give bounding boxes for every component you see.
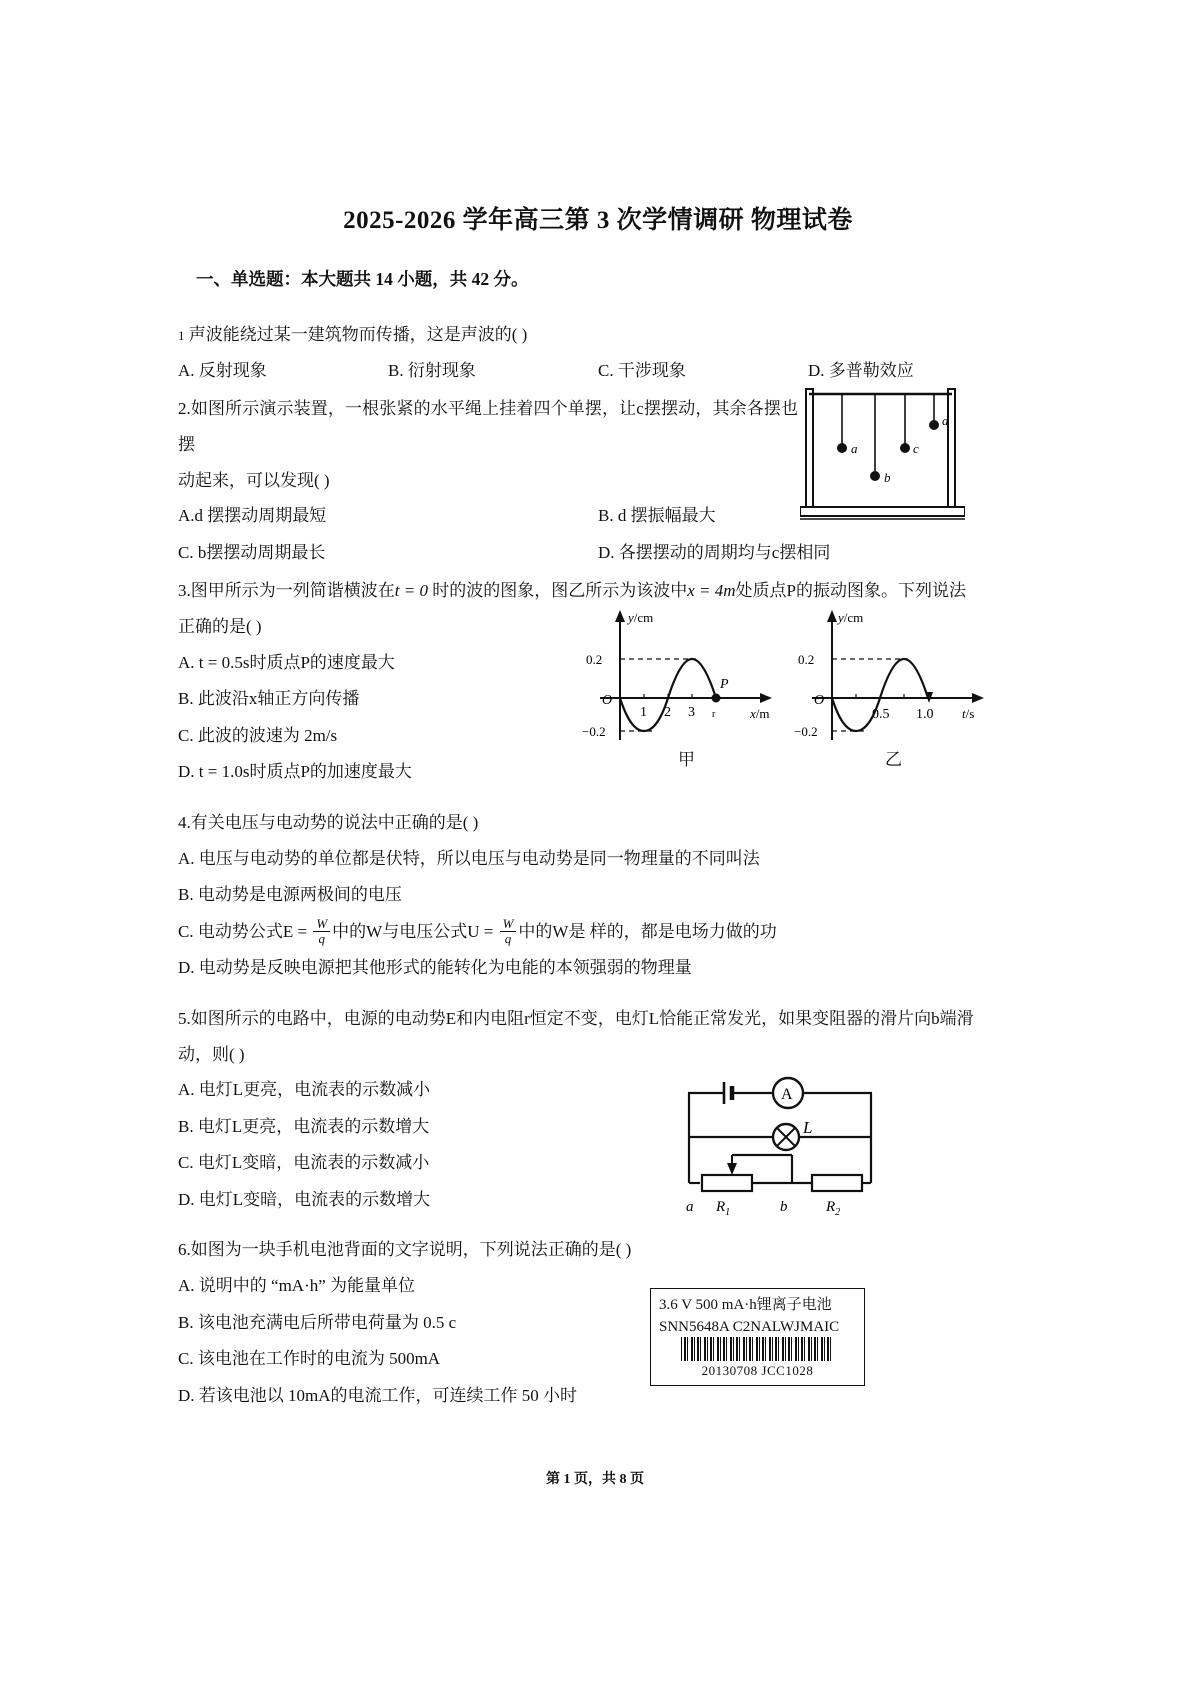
question-4-option-a[interactable]: A. 电压与电动势的单位都是伏特，所以电压与电动势是同一物理量的不同叫法 <box>178 848 760 868</box>
question-1-number: 1 <box>178 328 185 343</box>
wave-yi-ytick-pos: 0.2 <box>798 652 815 667</box>
question-5-option-a[interactable]: A. 电灯L更亮，电流表的示数减小 <box>178 1080 431 1100</box>
section-heading: 一、单选题：本大题共 14 小题，共 42 分。 <box>196 269 529 289</box>
question-3-option-b[interactable]: B. 此波沿x轴正方向传播 <box>178 689 360 709</box>
barcode-numbers: 20130708 JCC1028 <box>701 1363 814 1379</box>
question-1-option-c[interactable]: C. 干涉现象 <box>598 360 686 380</box>
question-6-stem <box>178 1232 1018 1268</box>
wave-jia-x-label: x/m <box>750 706 770 721</box>
question-5-stem <box>178 1001 1018 1037</box>
question-3-stem-p1: 图甲所示为一列简谐横波在 <box>190 581 395 601</box>
question-5-stem-line2: 动，则( ) <box>178 1044 245 1064</box>
voltage-fraction-numerator: W <box>500 917 517 932</box>
question-1 <box>178 317 1018 389</box>
question-6 <box>178 1232 1018 1414</box>
question-3-stem-line2: 正确的是( ) <box>178 617 262 637</box>
pendulum-label-d: d <box>942 413 949 428</box>
wave-jia-point-P <box>712 694 721 703</box>
ammeter-label: A <box>781 1086 793 1103</box>
wave-jia-ytick-pos: 0.2 <box>586 652 603 667</box>
question-4-option-d[interactable]: D. 电动势是反映电源把其他形式的能转化为电能的本领强弱的物理量 <box>178 958 692 978</box>
wave-jia-xtick-1: 1 <box>640 705 647 720</box>
voltage-fraction-denominator: q <box>504 931 512 947</box>
emf-fraction-numerator: W <box>313 917 330 932</box>
lamp-label: L <box>803 1118 813 1137</box>
wave-jia-xtick-2: 2 <box>664 705 671 720</box>
question-3-stem-p2: 时的波的图象，图乙所示为该波中 <box>427 581 688 601</box>
question-4-option-c-mid: 中的W与电压公式U = <box>332 921 498 941</box>
wave-jia-ytick-neg: −0.2 <box>582 724 606 739</box>
question-2-option-c[interactable]: C. b摆摆动周期最长 <box>178 542 326 562</box>
question-3-number: 3. <box>178 581 191 601</box>
voltage-fraction <box>500 917 517 947</box>
question-4-option-c-post: 中的W是 样的，都是电场力做的功 <box>518 921 777 941</box>
question-6-option-c[interactable]: C. 该电池在工作时的电流为 500mA <box>178 1349 441 1369</box>
question-2-stem-line2: 动起来，可以发现( ) <box>178 470 330 490</box>
wave-jia-y-label: y/cm <box>628 610 654 625</box>
page-title: 2025-2026 学年高三第 3 次学情调研 物理试卷 <box>343 207 853 234</box>
question-5-option-d[interactable]: D. 电灯L变暗，电流表的示数增大 <box>178 1189 431 1209</box>
pendulum-label-b: b <box>884 470 891 485</box>
emf-fraction-denominator: q <box>318 931 325 947</box>
question-3-t0: t = 0 <box>394 581 428 601</box>
question-4-option-c[interactable] <box>178 914 1018 951</box>
question-1-text: 声波能绕过某一建筑物而传播，这是声波的( ) <box>188 325 528 344</box>
page-content <box>178 200 1018 1416</box>
question-2-options-row2 <box>178 535 1018 572</box>
question-3-stem-p3: 处质点P的振动图象。下列说法 <box>735 581 966 601</box>
question-1-option-b[interactable]: B. 衍射现象 <box>388 360 476 380</box>
wave-jia-point-P-label: P <box>720 677 729 692</box>
question-4-number: 4. <box>178 812 191 832</box>
question-5-number: 5. <box>178 1008 191 1028</box>
wave-yi-xtick-10: 1.0 <box>916 707 934 722</box>
question-3-x4: x = 4m <box>687 581 736 601</box>
question-1-option-d[interactable]: D. 多普勒效应 <box>808 360 914 380</box>
question-4-text: 有关电压与电动势的说法中正确的是( ) <box>190 812 479 832</box>
question-3-option-a[interactable]: A. t = 0.5s时质点P的速度最大 <box>178 652 395 672</box>
circuit-diagram-figure <box>672 1075 892 1215</box>
question-3-option-d[interactable]: D. t = 1.0s时质点P的加速度最大 <box>178 762 412 782</box>
question-1-options <box>178 353 1018 390</box>
circuit-node-b-label: b <box>780 1199 788 1215</box>
question-4-option-c-pre: C. 电动势公式E = <box>178 921 312 941</box>
question-5 <box>178 1001 1018 1219</box>
question-6-option-d[interactable]: D. 若该电池以 10mA的电流工作，可连续工作 50 小时 <box>178 1385 578 1405</box>
figure-caption-yi: 乙 <box>885 750 902 769</box>
pendulum-apparatus-figure <box>800 385 965 525</box>
question-2-text: 如图所示演示装置，一根张紧的水平绳上挂着四个单摆，让c摆摆动，其余各摆也摆 <box>178 399 798 454</box>
question-5-text: 如图所示的电路中，电源的电动势E和内电阻r恒定不变，电灯L恰能正常发光，如果变阻器的滑片向b端滑 <box>190 1008 974 1028</box>
battery-spec-line: 3.6 V 500 mA·h锂离子电池 <box>659 1297 832 1313</box>
question-4-option-b[interactable]: B. 电动势是电源两极间的电压 <box>178 885 402 905</box>
question-6-option-a[interactable]: A. 说明中的 “mA·h” 为能量单位 <box>178 1276 416 1296</box>
figure-caption-jia: 甲 <box>678 750 695 769</box>
circuit-node-a-label: a <box>686 1199 694 1215</box>
wave-jia-origin: O <box>602 693 613 708</box>
question-1-stem <box>178 317 1018 353</box>
question-4 <box>178 805 1018 987</box>
emf-fraction <box>313 917 330 947</box>
wave-jia-xtick-3: 3 <box>688 705 695 720</box>
barcode-icon <box>681 1337 831 1361</box>
question-2-option-a[interactable]: A.d 摆摆动周期最短 <box>178 506 327 526</box>
question-6-number: 6. <box>178 1240 191 1260</box>
battery-label-figure <box>650 1288 865 1386</box>
resistor-r1-label: $R_1$ <box>716 1199 731 1215</box>
pendulum-label-a: a <box>851 441 858 456</box>
question-3-option-c[interactable]: C. 此波的波速为 2m/s <box>178 725 338 745</box>
page-footer: 第 1 页，共 8 页 <box>546 1472 644 1487</box>
question-4-stem <box>178 805 1018 841</box>
question-5-option-c[interactable]: C. 电灯L变暗，电流表的示数减小 <box>178 1153 430 1173</box>
pendulum-label-c: c <box>913 441 919 456</box>
question-2-option-d[interactable]: D. 各摆摆动的周期均与c摆相同 <box>598 542 831 562</box>
wave-yi-y-label: y/cm <box>838 610 864 625</box>
wave-jia-xtick-4: r <box>712 709 716 720</box>
question-2-stem <box>178 391 798 462</box>
circuit-svg <box>672 1075 892 1215</box>
question-5-option-b[interactable]: B. 电灯L更亮，电流表的示数增大 <box>178 1116 430 1136</box>
wave-yi-xtick-05: 0.5 <box>872 707 890 722</box>
battery-model-line: SNN5648A C2NALWJMAIC <box>659 1318 840 1335</box>
question-6-option-b[interactable]: B. 该电池充满电后所带电荷量为 0.5 c <box>178 1312 457 1332</box>
question-2-number: 2. <box>178 399 191 419</box>
question-2-option-b[interactable]: B. d 摆振幅最大 <box>598 506 716 526</box>
wave-yi-ytick-neg: −0.2 <box>794 724 818 739</box>
question-1-option-a[interactable]: A. 反射现象 <box>178 360 267 380</box>
battery-label-box <box>650 1288 865 1386</box>
wave-yi-origin: O <box>814 693 825 708</box>
resistor-r2-label: $R_2$ <box>826 1199 841 1215</box>
wave-yi-x-label: t/s <box>962 706 975 721</box>
question-6-text: 如图为一块手机电池背面的文字说明，下列说法正确的是( ) <box>190 1240 632 1260</box>
pendulum-svg <box>800 385 965 525</box>
